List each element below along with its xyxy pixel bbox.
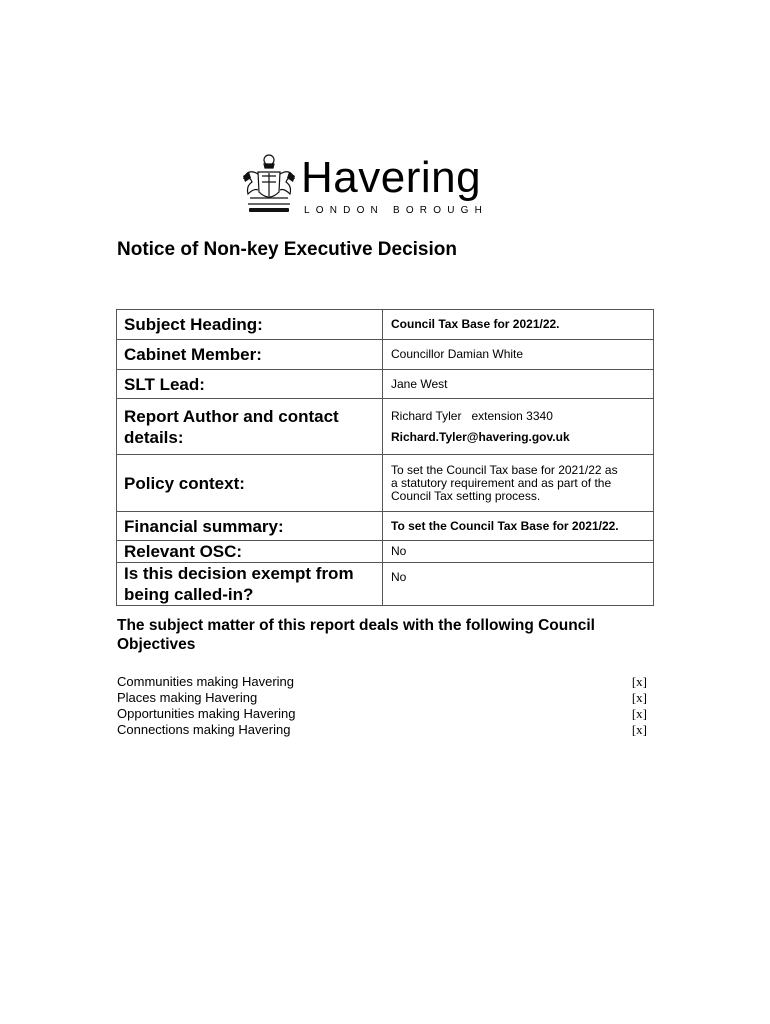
table-row	[117, 370, 654, 399]
exempt-call-in-label-line1: Is this decision exempt from	[124, 564, 354, 583]
policy-context-line2: a statutory requirement and as part of the	[391, 475, 612, 490]
table-row	[117, 340, 654, 370]
policy-context-line1: To set the Council Tax base for 2021/22 as	[391, 462, 618, 477]
objective-label: Places making Havering	[117, 690, 258, 705]
objective-label: Connections making Havering	[117, 722, 291, 737]
decision-details-table	[116, 309, 654, 606]
policy-context-line3: Council Tax setting process.	[391, 488, 541, 503]
list-item	[117, 706, 649, 722]
table-row	[117, 310, 654, 340]
objective-checkmark: [x]	[631, 690, 647, 705]
objective-checkmark: [x]	[631, 674, 647, 689]
cabinet-member-value: Councillor Damian White	[383, 340, 654, 370]
coat-of-arms-icon	[240, 152, 298, 218]
report-author-value	[383, 399, 654, 455]
subject-heading-value: Council Tax Base for 2021/22.	[383, 310, 654, 340]
exempt-call-in-label-line2: being called-in?	[124, 585, 254, 604]
report-author-label-line2: details:	[124, 427, 184, 447]
report-author-name: Richard Tyler extension 3340	[391, 408, 553, 423]
logo-subtitle: LONDON BOROUGH	[304, 205, 489, 216]
cabinet-member-label: Cabinet Member:	[117, 340, 383, 370]
financial-summary-label: Financial summary:	[117, 512, 383, 541]
policy-context-label: Policy context:	[117, 455, 383, 512]
objective-checkmark: [x]	[631, 722, 647, 737]
list-item	[117, 674, 649, 690]
slt-lead-value: Jane West	[383, 370, 654, 399]
slt-lead-label: SLT Lead:	[117, 370, 383, 399]
report-author-email: Richard.Tyler@havering.gov.uk	[391, 429, 570, 444]
havering-logo	[240, 152, 530, 222]
table-row	[117, 563, 654, 606]
relevant-osc-label: Relevant OSC:	[117, 541, 383, 563]
logo-wordmark: Havering	[301, 153, 482, 202]
table-row	[117, 399, 654, 455]
document-title: Notice of Non-key Executive Decision	[117, 239, 457, 260]
table-row	[117, 541, 654, 563]
exempt-call-in-label	[117, 563, 383, 606]
table-row	[117, 455, 654, 512]
table-row	[117, 512, 654, 541]
objective-label: Opportunities making Havering	[117, 706, 296, 721]
objectives-heading: The subject matter of this report deals with the following Council Objectives	[117, 617, 595, 653]
list-item	[117, 722, 649, 738]
list-item	[117, 690, 649, 706]
objective-checkmark: [x]	[631, 706, 647, 721]
relevant-osc-value: No	[383, 541, 654, 563]
report-author-label-line1: Report Author and contact	[124, 406, 339, 426]
policy-context-value	[383, 455, 654, 512]
report-author-label	[117, 399, 383, 455]
objective-label: Communities making Havering	[117, 674, 295, 689]
financial-summary-value: To set the Council Tax Base for 2021/22.	[383, 512, 654, 541]
objectives-list	[117, 674, 649, 738]
exempt-call-in-value: No	[383, 563, 654, 606]
subject-heading-label: Subject Heading:	[117, 310, 383, 340]
